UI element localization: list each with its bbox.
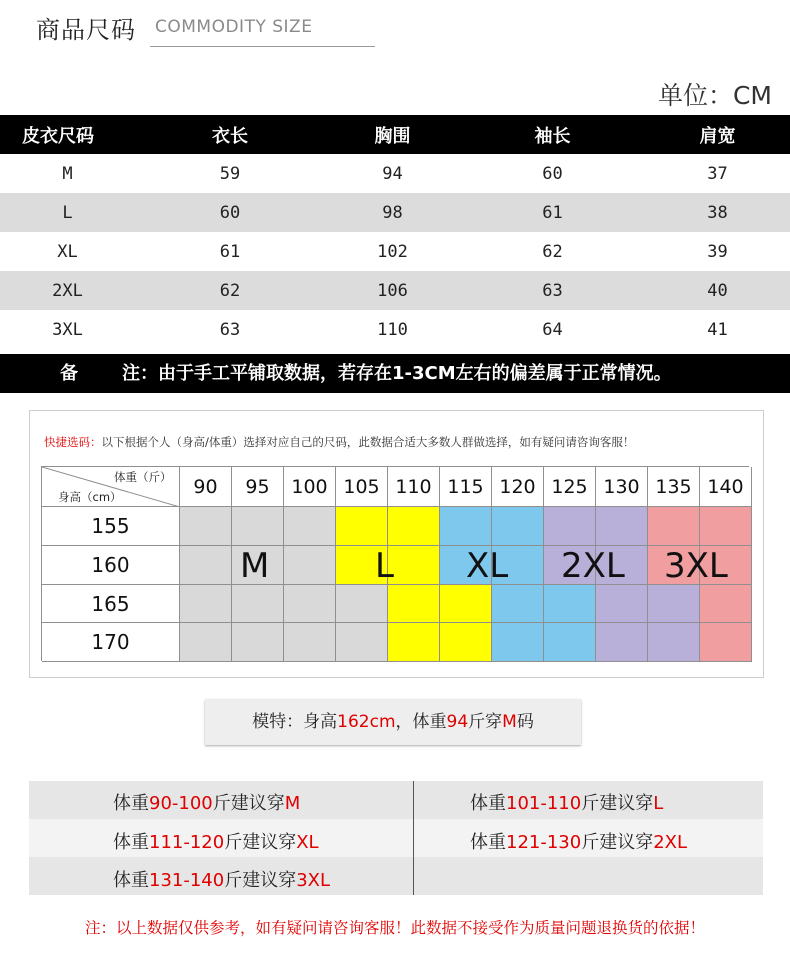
table-cell: 102	[377, 241, 408, 262]
quick-select-tip-label: 快捷选码：	[44, 435, 102, 449]
model-text: 码	[516, 712, 534, 732]
size-cell	[388, 585, 440, 624]
size-cell	[180, 546, 232, 585]
size-zone-label: 2XL	[561, 545, 625, 586]
size-cell	[232, 585, 284, 624]
table-cell: 2XL	[52, 280, 83, 301]
size-cell	[648, 507, 700, 546]
size-cell	[544, 623, 596, 662]
recommendation-item	[113, 866, 330, 892]
rec-range: 111-120	[149, 832, 225, 853]
table-row	[0, 310, 790, 350]
size-cell	[492, 623, 544, 662]
size-cell	[232, 507, 284, 546]
table-cell: 94	[382, 163, 403, 184]
rec-range: 131-140	[149, 870, 225, 891]
table-row	[0, 232, 790, 271]
rec-range: 121-130	[506, 832, 582, 853]
rec-middle: 斤建议穿	[581, 793, 654, 814]
size-cell	[700, 585, 752, 624]
size-cell	[492, 507, 544, 546]
table-cell: 61	[219, 241, 241, 262]
page-subtitle: COMMODITY SIZE	[155, 17, 313, 37]
quick-select-tip-text: 以下根据个人（身高/体重）选择对应自己的尺码，此数据合适大多数人群做选择，如有疑问请咨询客服！	[101, 435, 635, 449]
recommendation-item	[113, 789, 300, 815]
page-title: 商品尺码	[36, 16, 136, 44]
size-cell	[596, 507, 648, 546]
rec-range: 90-100	[149, 793, 213, 814]
size-cell	[284, 507, 336, 546]
height-header-cell: 160	[42, 546, 180, 585]
size-zone-label: 3XL	[664, 545, 728, 586]
size-chart-grid	[41, 466, 749, 661]
size-cell	[544, 585, 596, 624]
size-cell	[596, 623, 648, 662]
size-cell	[440, 507, 492, 546]
rec-middle: 斤建议穿	[224, 832, 297, 853]
rec-size: 3XL	[296, 870, 331, 891]
size-cell	[596, 585, 648, 624]
weight-header-cell: 90	[180, 467, 232, 507]
table-cell: 62	[542, 241, 563, 262]
size-cell	[180, 585, 232, 624]
table-cell: 61	[542, 202, 563, 223]
size-cell	[388, 507, 440, 546]
size-cell	[544, 507, 596, 546]
table-cell: 3XL	[52, 320, 83, 340]
rec-middle: 斤建议穿	[212, 793, 285, 814]
recommendation-divider	[413, 781, 414, 895]
column-header: 皮衣尺码	[22, 125, 94, 147]
size-cell	[336, 507, 388, 546]
size-cell	[440, 623, 492, 662]
size-zone-label: M	[240, 545, 270, 586]
column-header: 衣长	[212, 125, 248, 147]
column-header: 袖长	[534, 125, 571, 147]
table-row	[0, 154, 790, 193]
size-cell	[284, 585, 336, 624]
model-weight: 94	[446, 712, 469, 732]
rec-prefix: 体重	[113, 793, 149, 814]
grid-corner-cell	[42, 467, 180, 507]
rec-size: 2XL	[653, 832, 688, 853]
model-size: M	[502, 712, 517, 732]
table-cell: 98	[382, 202, 403, 223]
table-cell: M	[62, 163, 73, 184]
weight-header-cell: 135	[648, 467, 700, 507]
height-header-cell: 155	[42, 507, 180, 546]
table-cell: L	[62, 202, 73, 223]
model-text: 模特：身高	[252, 712, 338, 732]
note-text: 注：由于手工平铺取数据，若存在1-3CM左右的偏差属于正常情况。	[122, 363, 672, 384]
size-cell	[648, 585, 700, 624]
rec-prefix: 体重	[470, 832, 506, 853]
height-header-cell: 170	[42, 623, 180, 662]
size-cell	[492, 585, 544, 624]
header-underline	[150, 46, 375, 47]
recommendation-item	[470, 789, 663, 815]
size-cell	[388, 546, 440, 585]
rec-prefix: 体重	[113, 870, 149, 891]
size-cell	[180, 623, 232, 662]
note-bar	[0, 354, 790, 393]
size-table-header	[0, 115, 790, 154]
size-cell	[180, 507, 232, 546]
model-text: 斤穿	[468, 712, 503, 732]
model-height: 162cm	[337, 712, 396, 732]
size-cell	[700, 623, 752, 662]
height-axis-label: 身高（cm）	[58, 490, 122, 504]
table-cell: 40	[707, 280, 728, 301]
height-header-cell: 165	[42, 585, 180, 624]
weight-header-cell: 140	[700, 467, 752, 507]
unit-label: 单位：CM	[657, 81, 772, 110]
table-cell: 39	[707, 241, 728, 262]
weight-header-cell: 125	[544, 467, 596, 507]
quick-select-tip	[44, 434, 634, 450]
table-cell: 60	[219, 202, 241, 223]
weight-axis-label: 体重（斤）	[114, 470, 172, 484]
weight-header-cell: 130	[596, 467, 648, 507]
size-cell	[232, 623, 284, 662]
size-zone-label: L	[375, 545, 394, 586]
size-zone-label: XL	[466, 545, 509, 586]
recommendation-item	[113, 828, 319, 854]
weight-header-cell: 115	[440, 467, 492, 507]
table-cell: 106	[377, 280, 408, 301]
table-row	[0, 271, 790, 310]
weight-header-cell: 105	[336, 467, 388, 507]
weight-header-cell: 120	[492, 467, 544, 507]
table-cell: 38	[707, 202, 728, 223]
size-cell	[336, 623, 388, 662]
table-cell: 64	[542, 320, 563, 340]
rec-middle: 斤建议穿	[581, 832, 654, 853]
table-cell: 59	[219, 163, 241, 184]
table-cell: XL	[57, 241, 78, 262]
column-header: 肩宽	[699, 125, 736, 147]
table-cell: 41	[707, 320, 728, 340]
footer-disclaimer: 注：以上数据仅供参考，如有疑问请咨询客服！此数据不接受作为质量问题退换货的依据！	[84, 919, 705, 937]
column-header: 胸围	[374, 125, 411, 147]
size-cell	[388, 623, 440, 662]
table-cell: 60	[542, 163, 563, 184]
model-info	[205, 699, 581, 745]
table-row	[0, 193, 790, 232]
size-cell	[440, 585, 492, 624]
rec-size: XL	[296, 832, 319, 853]
size-cell	[284, 623, 336, 662]
table-cell: 63	[219, 320, 241, 340]
rec-size: L	[653, 793, 664, 814]
note-label: 备	[60, 363, 78, 384]
weight-header-cell: 95	[232, 467, 284, 507]
table-cell: 63	[542, 280, 563, 301]
table-cell: 62	[219, 280, 241, 301]
size-cell	[336, 585, 388, 624]
size-cell	[700, 507, 752, 546]
weight-header-cell: 100	[284, 467, 336, 507]
size-cell	[648, 623, 700, 662]
table-cell: 37	[707, 163, 728, 184]
table-cell: 110	[377, 320, 408, 340]
recommendation-item	[470, 828, 687, 854]
rec-prefix: 体重	[113, 832, 149, 853]
weight-header-cell: 110	[388, 467, 440, 507]
rec-size: M	[284, 793, 301, 814]
rec-middle: 斤建议穿	[224, 870, 297, 891]
rec-prefix: 体重	[470, 793, 506, 814]
model-text: ，体重	[395, 712, 447, 732]
size-cell	[284, 546, 336, 585]
rec-range: 101-110	[506, 793, 582, 814]
